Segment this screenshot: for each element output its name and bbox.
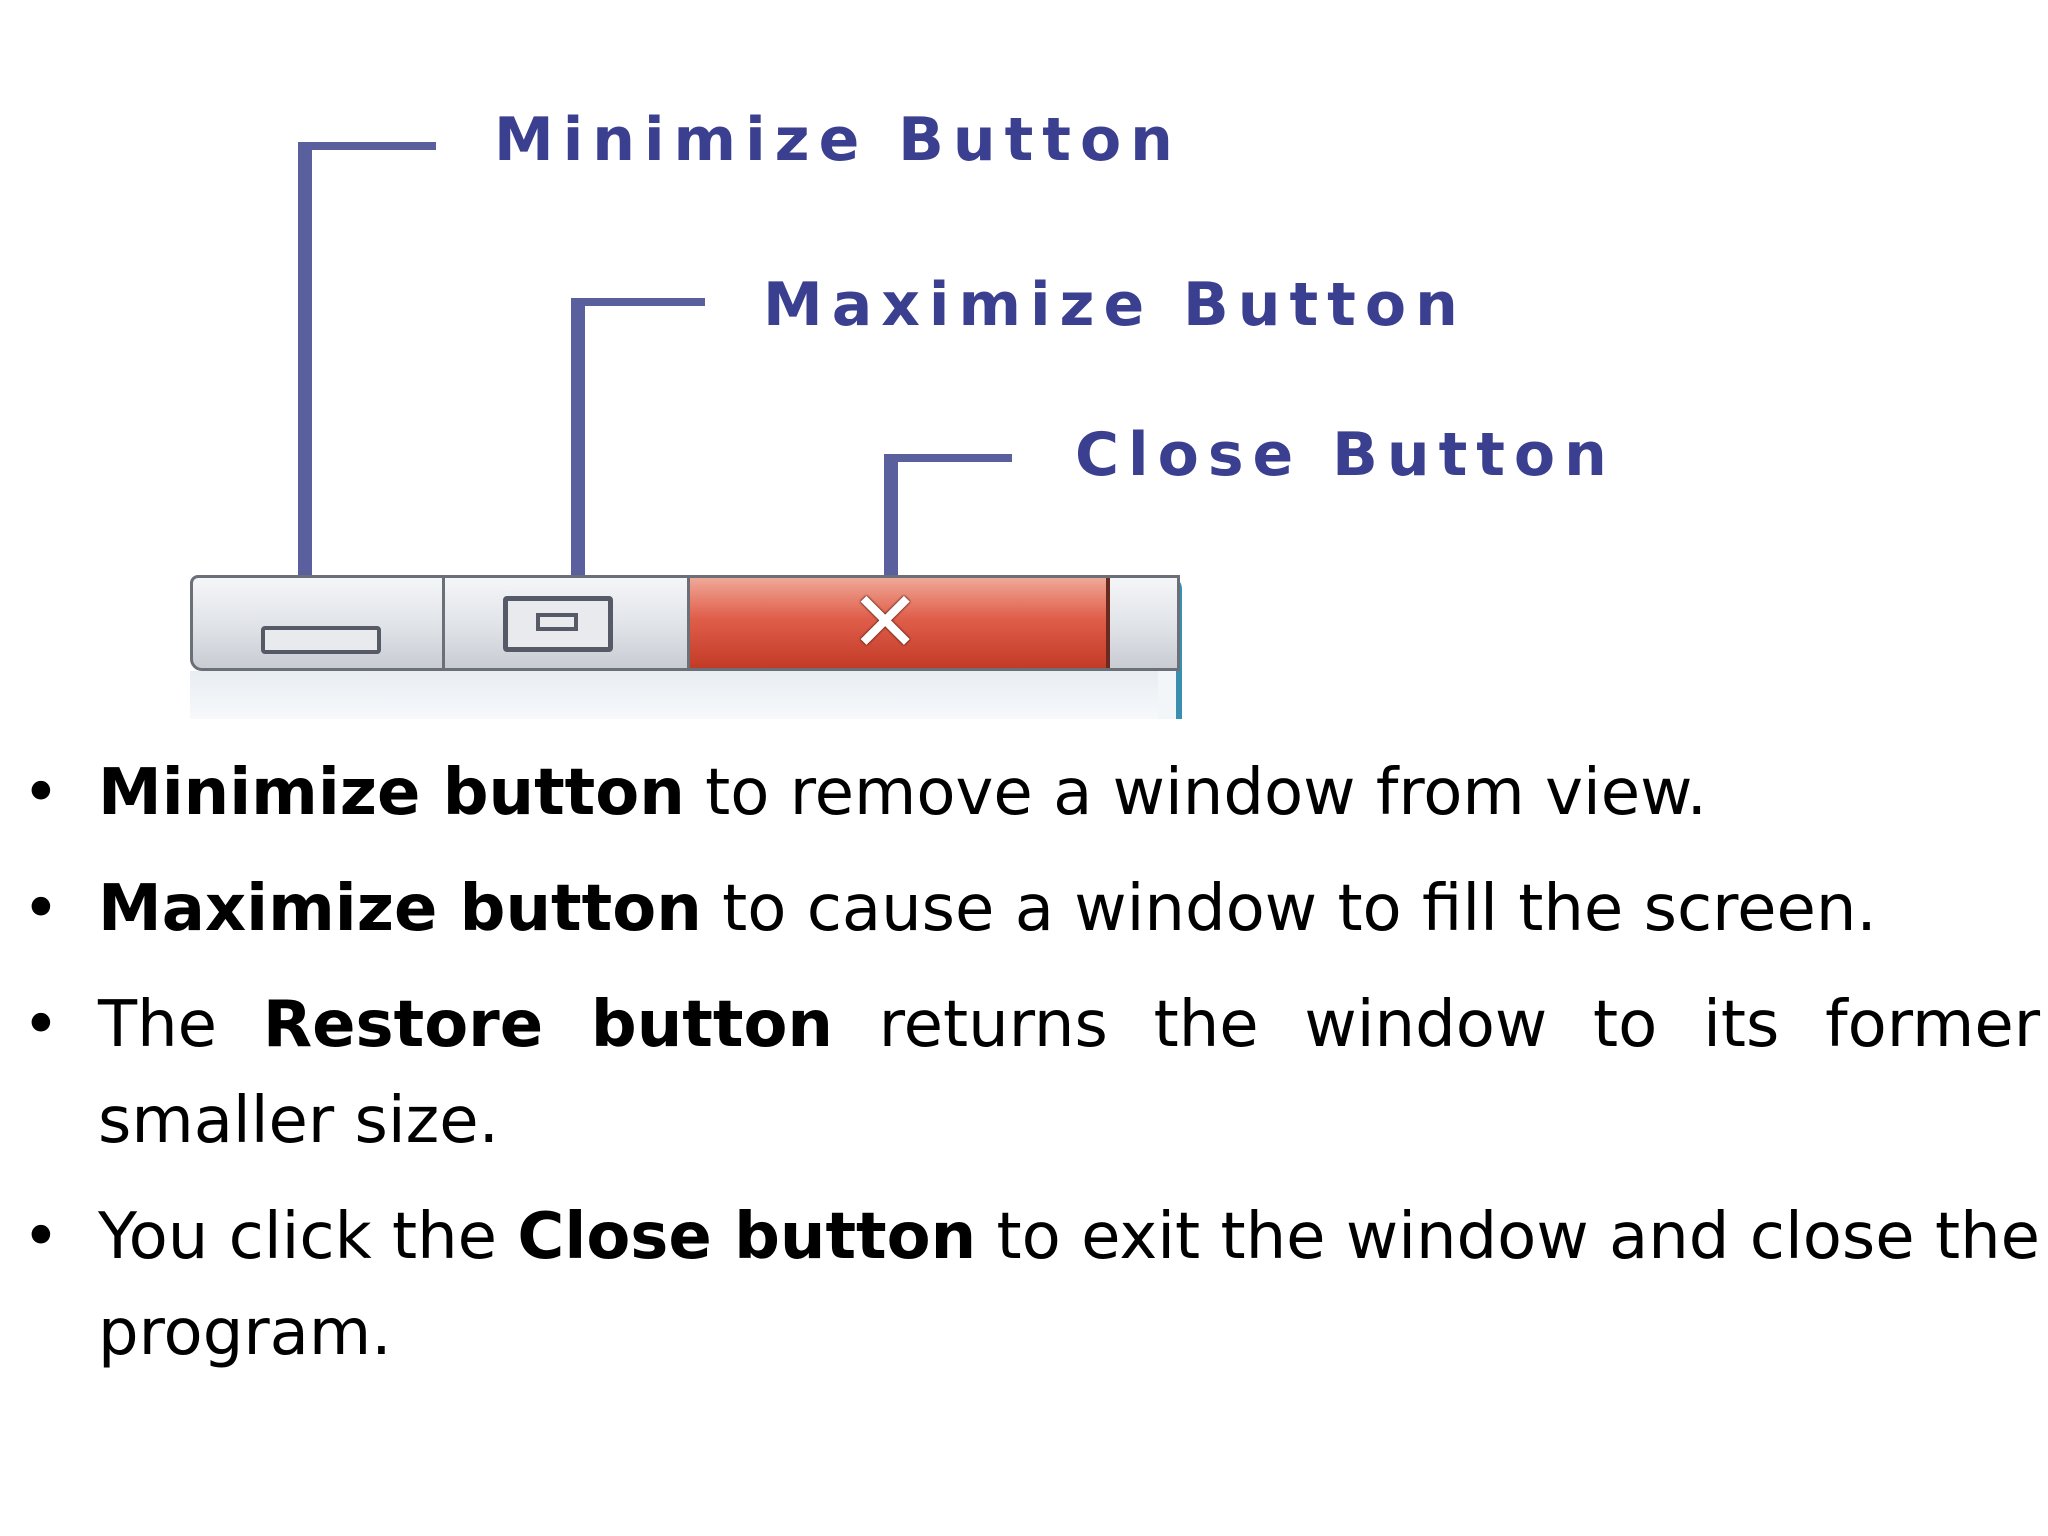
bullet-restore	[0, 977, 2048, 1169]
maximize-leader-vertical	[571, 298, 585, 610]
minimize-icon	[261, 626, 381, 654]
maximize-callout-label: Maximize Button	[763, 270, 1467, 340]
bullet-text: to exit the window and close the program.	[98, 1200, 2041, 1370]
minimize-button[interactable]	[193, 578, 445, 668]
bullet-maximize	[0, 861, 2048, 957]
bullet-text-pre: The	[98, 988, 263, 1062]
window-controls-figure	[0, 0, 2048, 740]
close-button[interactable]	[690, 573, 1110, 671]
close-leader-horizontal	[884, 454, 1012, 462]
window-title-bar	[190, 575, 1180, 671]
bullet-marker: •	[22, 872, 60, 946]
close-callout-label: Close Button	[1075, 420, 1616, 490]
minimize-callout-label: Minimize Button	[494, 105, 1182, 175]
bullet-minimize	[0, 745, 2048, 841]
bullet-marker: •	[22, 1200, 60, 1274]
minimize-leader-horizontal	[298, 142, 436, 150]
bullet-term: Restore button	[262, 988, 833, 1062]
maximize-leader-horizontal	[571, 298, 705, 306]
maximize-icon	[503, 596, 613, 652]
bullet-text: to cause a window to fill the screen.	[701, 872, 1877, 946]
bullet-list	[0, 745, 2048, 1401]
minimize-leader-vertical	[298, 142, 312, 597]
bullet-text-pre: You click the	[98, 1200, 518, 1274]
bullet-marker: •	[22, 988, 60, 1062]
bullet-marker: •	[22, 756, 60, 830]
maximize-button[interactable]	[445, 578, 690, 668]
close-icon: ✕	[850, 573, 921, 671]
bullet-close	[0, 1189, 2048, 1381]
bullet-term: Close button	[517, 1200, 977, 1274]
bullet-term: Minimize button	[98, 756, 685, 830]
bullet-text: to remove a window from view.	[684, 756, 1707, 830]
window-body-fade	[190, 671, 1180, 719]
bullet-term: Maximize button	[98, 872, 702, 946]
bullet-text: returns the window to its former smaller size.	[98, 988, 2040, 1158]
